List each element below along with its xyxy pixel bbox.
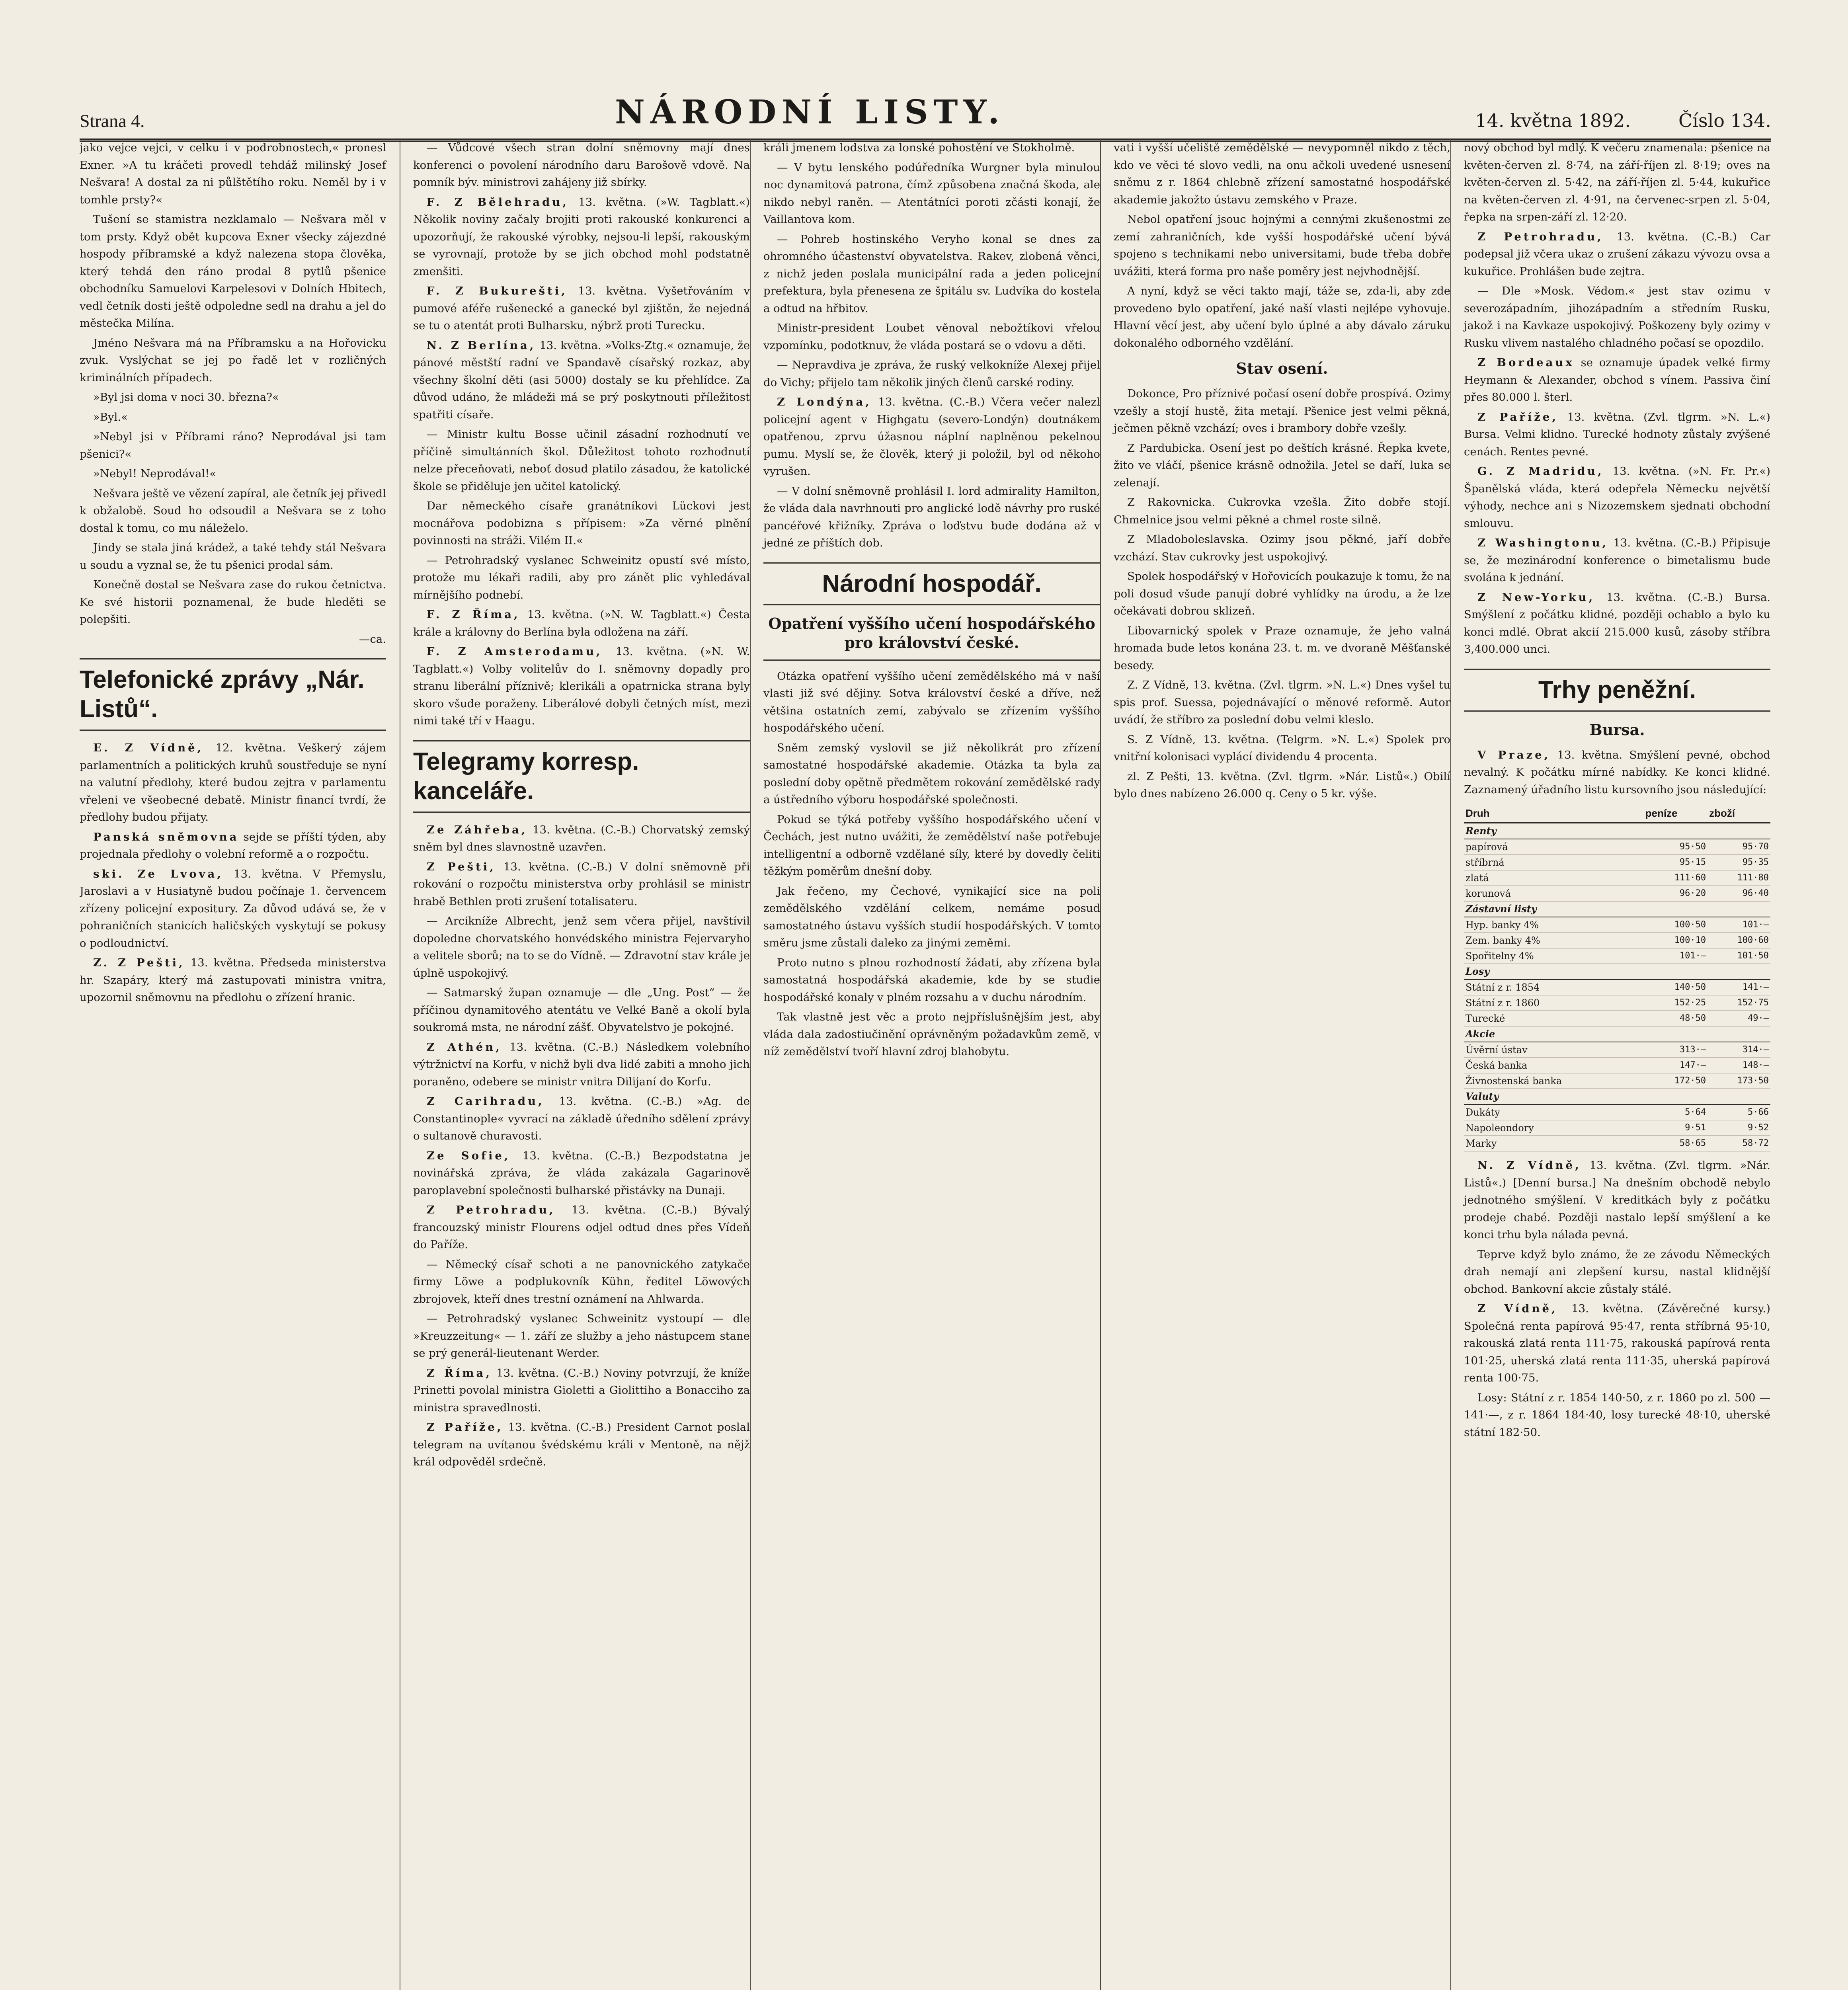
story-paragraph: Konečně dostal se Nešvara zase do rukou četnictva. Ke své historii poznamenal, že bude hleděti se polepšiti. <box>80 578 386 626</box>
telegram: králi jmenem lodstva za lonské pohostění ve Stokholmě. <box>763 141 1075 154</box>
table-row <box>1464 948 1770 964</box>
telegram: Ze Záhřeba, 13. května. (C.-B.) Chorvatský zemský sněm byl dnes slavnostně uzavřen. <box>413 823 750 853</box>
article-paragraph: Pokud se týká potřeby vyššího hospodářského učení v Čechách, jest nutno uvážiti, že zemědělství naše potřebuje intelligentní a odborně vzdělané síly, které by dovedly čeliti těžkým poměrům dnešní doby. <box>763 813 1100 878</box>
issue-info <box>1475 110 1771 131</box>
table-cell: 152·25 <box>1644 995 1707 1011</box>
table-section-row <box>1464 823 1770 839</box>
table-cell: Hyp. banky 4% <box>1464 917 1644 933</box>
table-cell: Marky <box>1464 1136 1644 1151</box>
table-row <box>1464 979 1770 995</box>
market-paragraph: Z New-Yorku, 13. května. (C.-B.) Bursa. Smýšlení z počátku klidné, později ochablo a bylo ku konci mdlé. Obrat akcií 215.000 kusů, zásoby stříbra 3,400.000 unci. <box>1464 591 1770 656</box>
article-paragraph: Proto nutno s plnou rozhodností žádati, aby zřízena byla samostatná hospodářská akademie, kde by se studie hospodářské konaly v plném rozsahu a v duchu národním. <box>763 956 1100 1004</box>
market-paragraph: Z Washingtonu, 13. května. (C.-B.) Připisuje se, že mezinárodní konference o bimetalismu bude svolána k jednání. <box>1464 537 1770 584</box>
table-cell: 101·50 <box>1707 948 1770 964</box>
table-section-label: Zástavní listy <box>1464 901 1770 917</box>
table-cell: 58·65 <box>1644 1136 1707 1151</box>
section-heading-money-markets: Trhy peněžní. <box>1464 669 1770 712</box>
market-paragraph: Z Vídně, 13. května. (Závěrečné kursy.) Společná renta papírová 95·47, renta stříbrná 95·10, rakouská zlatá renta 111·75, rakouská papírová renta 101·25, uherská zlatá renta 111·35, uherská papírová renta 100·75. <box>1464 1302 1770 1384</box>
table-section-row <box>1464 1089 1770 1105</box>
table-cell: Turecké <box>1464 1011 1644 1026</box>
table-cell: 9·52 <box>1707 1120 1770 1136</box>
issue-number: Číslo 134. <box>1678 110 1771 131</box>
table-cell: 111·60 <box>1644 870 1707 886</box>
table-cell: Spořitelny 4% <box>1464 948 1644 964</box>
telegram: — Německý císař schoti a ne panovnického zatykače firmy Löwe a podplukovník Kühn, ředitel Löwových zbrojovek, kteří dnes trestní oznámení na Ahlwarda. <box>413 1258 750 1305</box>
column-5 <box>1450 139 1770 1990</box>
table-row <box>1464 933 1770 948</box>
table-section-label: Losy <box>1464 964 1770 980</box>
dispatch: Dar německého císaře granátníkovi Lückovi jest mocnářova podobizna s přípisem: »Za věrné plnění povinnosti na stráži. Vilém II.« <box>413 499 750 547</box>
article-paragraph: Jak řečeno, my Čechové, vynikající sice na poli zemědělského vzdělání celkem, nemáme posud samostatného ústavu vyšších studií hospodářských. V tomto směru jsme zůstali daleko za jinými zeměmi. <box>763 884 1100 949</box>
story-paragraph: Jméno Nešvara má na Příbramsku a na Hořovicku zvuk. Vyslýchat se jej po řadě let v rozličných kriminálních případech. <box>80 336 386 384</box>
table-cell: 96·20 <box>1644 886 1707 901</box>
market-paragraph: Z Petrohradu, 13. května. (C.-B.) Car podepsal již včera ukaz o zrušení zákazu vývozu ovsa a kukuřice. Prohlášen bude zejtra. <box>1464 230 1770 278</box>
section-subheading-exchange: Bursa. <box>1589 720 1645 739</box>
table-cell: 58·72 <box>1707 1136 1770 1151</box>
table-cell: 95·50 <box>1644 839 1707 855</box>
table-cell: 140·50 <box>1644 979 1707 995</box>
article-paragraph: Sněm zemský vyslovil se již několikrát pro zřízení samostatné hospodářské akademie. Otázka ta byla za poslední doby opětně předmětem rokování zemědělské rady a ústředního výboru hospodářské společnosti. <box>763 741 1100 806</box>
table-header: peníze <box>1644 804 1707 823</box>
table-cell: Státní z r. 1854 <box>1464 979 1644 995</box>
telegram: — Pohreb hostinského Veryho konal se dnes za ohromného účastenství obyvatelstva. Rakev, zlobená věnci, z nichž jeden poslala municipální rada a jeden policejní prefektura, byla přenesena ze špitálu sv. Ludvíka do kostela a odtud na hřbitov. <box>763 232 1100 315</box>
table-row <box>1464 1136 1770 1151</box>
page-number: Strana 4. <box>80 111 145 131</box>
table-row <box>1464 917 1770 933</box>
report-paragraph: Z Mladoboleslavska. Ozimy jsou pěkné, jaří dobře vzchází. Stav cukrovky jest uspokojivý. <box>1114 533 1450 563</box>
telegram: — Nepravdiva je zpráva, že ruský velkokníže Alexej přijel do Vichy; přijelo tam několik jiných členů carské rodiny. <box>763 359 1100 389</box>
dispatch: — Petrohradský vyslanec Schweinitz opustí své místo, protože mu lékaři radili, aby pro zánět plic vyhledával mírnějšího podnebí. <box>413 554 750 601</box>
dispatch: — Vůdcové všech stran dolní sněmovny mají dnes konferenci o povolení národního daru Barošově vdově. Na pomník býv. ministrovi zahájeny již sbírky. <box>413 141 750 189</box>
market-paragraph: G. Z Madridu, 13. května. (»N. Fr. Pr.«) Španělská vláda, která odepřela Německu největší výhody, nechce ani s Nizozemskem sjednati obchodní smlouvu. <box>1464 465 1770 530</box>
market-paragraph: Losy: Státní z r. 1854 140·50, z r. 1860 po zl. 500 — 141·—, z r. 1864 184·40, losy turecké 48·10, uherské státní 182·50. <box>1464 1391 1770 1439</box>
table-cell: Zem. banky 4% <box>1464 933 1644 948</box>
table-cell: Napoleondory <box>1464 1120 1644 1136</box>
section-heading-telephone: Telefonické zprávy „Nár. Listů“. <box>80 658 386 731</box>
market-paragraph: Z Bordeaux se oznamuje úpadek velké firmy Heymann & Alexander, obchod s vínem. Passiva činí přes 80.000 l. šterl. <box>1464 356 1770 404</box>
report-paragraph: Z Pardubicka. Osení jest po deštích krásné. Řepka kvete, žito ve vláčí, pšenice krásně odnožila. Jetel se daří, luka se zelenají. <box>1114 441 1450 489</box>
table-cell: 9·51 <box>1644 1120 1707 1136</box>
table-header: Druh <box>1464 804 1644 823</box>
column-4 <box>1100 139 1463 1990</box>
table-cell: Živnostenská banka <box>1464 1073 1644 1089</box>
table-cell: 95·35 <box>1707 855 1770 870</box>
table-cell: 101·— <box>1707 917 1770 933</box>
telegram: Z Pešti, 13. května. (C.-B.) V dolní sněmovně při rokování o rozpočtu ministerstva orby prohlásil se ministr hrabě Bethlen proti zrušení totalisateru. <box>413 860 750 908</box>
telegram: Z Říma, 13. května. (C.-B.) Noviny potvrzují, že kníže Prinetti povolal ministra Gioletti a Giolittiho a Bonacciho za ministra spravedlnosti. <box>413 1366 750 1414</box>
telegram: Z Carihradu, 13. května. (C.-B.) »Ag. de Constantinople« vyvrací na základě úředního sdělení zprávy o sultanově churavosti. <box>413 1095 750 1142</box>
table-header: zboží <box>1707 804 1770 823</box>
column-2 <box>400 139 763 1990</box>
issue-date: 14. května 1892. <box>1475 110 1631 131</box>
dialog-line: »Byl.« <box>93 410 128 423</box>
table-row <box>1464 1120 1770 1136</box>
table-cell: 141·— <box>1707 979 1770 995</box>
section-subheading-crops: Stav osení. <box>1236 359 1328 377</box>
table-cell: 147·— <box>1644 1058 1707 1073</box>
table-cell: zlatá <box>1464 870 1644 886</box>
dispatch: Z. Z Pešti, 13. května. Předseda ministerstva hr. Szapáry, který má zastupovati ministra vnitra, upozornil sněmovnu na předlohu o zřízení hranic. <box>80 956 386 1004</box>
market-paragraph: Z Paříže, 13. května. (Zvl. tlgrm. »N. L.«) Bursa. Velmi klidno. Turecké hodnoty zůstaly zvýšené cenách. Rentes pevné. <box>1464 410 1770 458</box>
dispatch: ski. Ze Lvova, 13. května. V Přemyslu, Jaroslavi a v Husiatyně budou počínaje 1. červencem zřízeny policejní expositury. Za důvod udává se, že v pohraničních stanicích haličských vyskytují se pokusy o podloudnictví. <box>80 867 386 950</box>
table-row <box>1464 1058 1770 1073</box>
divider <box>763 659 1100 661</box>
table-cell: 152·75 <box>1707 995 1770 1011</box>
section-heading-economy: Národní hospodář. <box>763 562 1100 605</box>
telegram: — V dolní sněmovně prohlásil I. lord admirality Hamilton, že vláda dala navrhnouti pro anglické lodě návrhy pro ruské pancéřové křižníky. Zpráva o loďstvu bude dodána až v jedné ze příštích dob. <box>763 484 1100 549</box>
dispatch: — Ministr kultu Bosse učinil zásadní rozhodnutí ve příčině simultánních škol. Důležitost tohoto rozhodnutí nelze přeceňovati, neboť dosud platilo zásadou, že katolické škole se přiděluje jen učitel katolický. <box>413 428 750 493</box>
table-cell: Úvěrní ústav <box>1464 1042 1644 1058</box>
telegram: Z Petrohradu, 13. května. (C.-B.) Bývalý francouzský ministr Flourens odjel odtud dnes přes Vídeň do Paříže. <box>413 1204 750 1251</box>
table-row <box>1464 1042 1770 1058</box>
article-paragraph: Nebol opatření jsouc hojnými a cennými zkušenostmi ze zemí zahraničních, kde vyšší hospodářské učení bývá spojeno s technikami nebo universitami, bude třeba dobře uvážiti, která forma pro naše poměry jest nejvhodnější. <box>1114 213 1450 278</box>
dispatch: F. Z Říma, 13. května. (»N. W. Tagblatt.«) Česta krále a královny do Berlína byla odložena na září. <box>413 608 750 638</box>
table-row <box>1464 886 1770 901</box>
report-paragraph: Dokonce, Pro příznivé počasí osení dobře prospívá. Ozimy vzešly a stojí hustě, žita metají. Pšenice jest velmi pěkná, ječmen pěkně vzchází; oves i brambory dobře vzešly. <box>1114 387 1450 435</box>
telegram: Ze Sofie, 13. května. (C.-B.) Bezpodstatna je novinářská zpráva, že vláda zakázala Gagarinově paroplavební společnosti bulharské přistávky na Dunaji. <box>413 1149 750 1197</box>
article-paragraph: A nyní, když se věci takto mají, táže se, zda-li, aby zde provedeno bylo opatření, jaké naší vlasti nejlépe vyhovuje. Hlavní věcí jest, aby učení bylo úplné a aby dávalo záruku dokonalého odborného vzdělání. <box>1114 285 1450 349</box>
table-section-label: Renty <box>1464 823 1770 839</box>
column-1 <box>80 139 399 1990</box>
article-paragraph: vati i vyšší učeliště zemědělské — nevypomněl nikdo z těch, kdo ve věci té slovo vedli, na onu ačkoli uvedené usnesení sněmu z r. 1864 chlebně zřízení samostatné hospodářské akademie jakožto ústavu zemského v Praze. <box>1114 141 1450 206</box>
table-cell: 5·64 <box>1644 1104 1707 1120</box>
table-cell: stříbrná <box>1464 855 1644 870</box>
table-cell: 100·10 <box>1644 933 1707 948</box>
story-paragraph: Jindy se stala jiná krádež, a také tehdy stál Nešvara u soudu a vyznal se, že tu pšenici prodal sám. <box>80 541 386 572</box>
dialog-line: »Byl jsi doma v noci 30. března?« <box>93 391 279 404</box>
dispatch: Panská sněmovna sejde se příští týden, aby projednala předlohy o volební reformě a o rozpočtu. <box>80 830 386 860</box>
telegram: — V bytu lenského podúředníka Wurgner byla minulou noc dynamitová patrona, čímž způsobena značná škoda, ale nikdo nebyl raněn. — Atentátníci poroti zčásti konají, že Vaillantova kom. <box>763 161 1100 226</box>
table-cell: 173·50 <box>1707 1073 1770 1089</box>
table-row <box>1464 995 1770 1011</box>
telegram: — Arcikníže Albrecht, jenž sem včera přijel, navštívil dopoledne chorvatského honvédského ministra Fejervaryho a velitele sborů; na to se do Vídně. — Zdravotní stav krále je úplně uspokojivý. <box>413 915 750 979</box>
market-paragraph: V Praze, 13. května. Smýšlení pevné, obchod nevalný. K počátku mírné nabídky. Ke konci klidné. Zaznamený úřadního listu kursovního jsou následující: <box>1464 748 1770 796</box>
table-cell: 148·— <box>1707 1058 1770 1073</box>
story-paragraph: jako vejce vejci, v celku i v podrobnostech,« pronesl Exner. »A tu kráčeti provedl tehdáž milinský Josef Nešvara! A dostal za ni půlštětího roku. Neměl by i v tomhle prsty?« <box>80 141 386 206</box>
table-cell: papírová <box>1464 839 1644 855</box>
report-paragraph: Z. Z Vídně, 13. května. (Zvl. tlgrm. »N. L.«) Dnes vyšel tu spis prof. Suessa, pojednávající o měnové reformě. Autor uvádí, že stříbro za poslední dobu velmi kleslo. <box>1114 679 1450 726</box>
table-cell: 100·60 <box>1707 933 1770 948</box>
table-cell: 101·— <box>1644 948 1707 964</box>
table-cell: 95·70 <box>1707 839 1770 855</box>
telegram: Z Athén, 13. května. (C.-B.) Následkem volebního výtržnictví na Korfu, v nichž byli dva lidé zabiti a mnoho jich poraněno, odebere se ministr vnitra Dilijaní do Korfu. <box>413 1040 750 1088</box>
market-paragraph: — Dle »Mosk. Védom.« jest stav ozimu v severozápadním, jihozápadním a středním Rusku, jakož i na Kavkaze uspokojivý. Poškozeny byly ozimy v Rusku vlivem nastalého chladného počasí se opozdilo. <box>1464 285 1770 349</box>
article-paragraph: Tak vlastně jest věc a proto nejpříslušnějším jest, aby vláda dala zadostiučinění oprávněným požadavkům země, v níž zemědělství tvoří hlavní zdroj blahobytu. <box>763 1011 1100 1058</box>
market-paragraph: Teprve když bylo známo, že ze závodu Německých drah nemají ani zlepšení kursu, nastal klidnější obchod. Bankovní akcie zůstaly stálé. <box>1464 1248 1770 1295</box>
table-cell: Státní z r. 1860 <box>1464 995 1644 1011</box>
dispatch: F. Z Bukurešti, 13. května. Vyšetřováním v pumové aféře rušenecké a ganecké byl zjištěn, že nejedná se tu o atentát proti Bulharsku, nýbrž proti Turecku. <box>413 285 750 332</box>
table-row <box>1464 839 1770 855</box>
market-paragraph: nový obchod byl mdlý. K večeru znamenala: pšenice na květen-červen zl. 8·74, na září-říjen zl. 8·19; oves na květen-červen zl. 5·42, na září-říjen zl. 5·44, kukuřice na květen-červen zl. 4·91, na červenec-srpen zl. 5·04, řepka na srpen-září zl. 12·20. <box>1464 141 1770 223</box>
table-section-row <box>1464 1026 1770 1042</box>
table-section-row <box>1464 901 1770 917</box>
table-cell: 48·50 <box>1644 1011 1707 1026</box>
section-heading-telegrams: Telegramy korresp. kanceláře. <box>413 740 750 813</box>
table-cell: 96·40 <box>1707 886 1770 901</box>
report-paragraph: Libovarnický spolek v Praze oznamuje, že jeho valná hromada bude letos konána 23. t. m. ve dvoraně Měšťanské besedy. <box>1114 624 1450 672</box>
table-header-row <box>1464 804 1770 823</box>
table-section-row <box>1464 964 1770 980</box>
telegram: — Petrohradský vyslanec Schweinitz vystoupí — dle »Kreuzzeitung« — 1. září ze služby a jeho nástupcem stane se prý generál-lieutenant Werder. <box>413 1312 750 1360</box>
table-section-label: Valuty <box>1464 1089 1770 1105</box>
telegram: Ministr-president Loubet věnoval nebožtíkovi vřelou vzpomínku, podotknuv, že vláda postará se o vdovu a děti. <box>763 322 1100 352</box>
telegram: — Satmarský župan oznamuje — dle „Ung. Post“ — že příčinou dynamitového atentátu ve Velké Baně a okolí byla soukromá msta, ne národní zášť. Obyvatelstvo je pokojné. <box>413 986 750 1034</box>
table-cell: 49·— <box>1707 1011 1770 1026</box>
table-cell: 314·— <box>1707 1042 1770 1058</box>
masthead <box>80 84 1771 142</box>
story-paragraph: Nešvara ještě ve vězení zapíral, ale četník jej přivedl k obžalobě. Soud ho odsoudil a Nešvara se z toho dostal k tomu, co mu náleželo. <box>80 487 386 535</box>
table-row <box>1464 1011 1770 1026</box>
table-cell: 95·15 <box>1644 855 1707 870</box>
table-cell: korunová <box>1464 886 1644 901</box>
market-paragraph: N. Z Vídně, 13. května. (Zvl. tlgrm. »Nár. Listů«.) [Denní bursa.] Na dnešním obchodě nebylo jednotného smýšlení. V kreditkách byly z počátku prodeje chabé. Později nastalo lepší smýšlení a ke konci trhu byla nálada pevná. <box>1464 1159 1770 1241</box>
table-cell: 111·80 <box>1707 870 1770 886</box>
table-row <box>1464 855 1770 870</box>
table-cell: Dukáty <box>1464 1104 1644 1120</box>
story-paragraph: Tušení se stamistra nezklamalo — Nešvara měl v tom prsty. Když obět kupcova Exner všecky zájezdné hospody příbramské a když nalezena stopa člověka, který tehdá den ráno prodal 8 pytlů pšenice obchodníku Samuelovi Karpelesovi v Dolních Hbitech, vedl četník dosti ještě odpoledne sedl na drahu a jel do městečka Milína. <box>80 213 386 330</box>
table-cell: 5·66 <box>1707 1104 1770 1120</box>
table-row <box>1464 1104 1770 1120</box>
dispatch: F. Z Bělehradu, 13. května. (»W. Tagblatt.«) Několik noviny začaly brojiti proti rakouské konkurenci a upozorňují, že rakouské výrobky, nejsou-li lepší, rakouským se vyrovnají, protože by se jich obchod mohl podstatně zmenšiti. <box>413 195 750 278</box>
article-paragraph: Otázka opatření vyššího učení zemědělského má v naší vlasti již své dějiny. Sotva království české a dříve, než většina ostatních zemí, zabývalo se zřízením vyššího hospodářského učení. <box>763 669 1100 734</box>
table-cell: Česká banka <box>1464 1058 1644 1073</box>
newspaper-title: NÁRODNÍ LISTY. <box>615 93 1005 131</box>
table-cell: 172·50 <box>1644 1073 1707 1089</box>
dialog-line: »Nebyl! Neprodával!« <box>93 467 217 480</box>
report-paragraph: Z Rakovnicka. Cukrovka vzešla. Žito dobře stojí. Chmelnice jsou velmi pěkné a chmel roste silně. <box>1114 496 1450 526</box>
dispatch: F. Z Amsterodamu, 13. května. (»N. W. Tagblatt.«) Volby volitelův do I. sněmovny dopadly pro stranu liberální příznivě; klerikáli a opatrnicka strana byly skoro všude poraženy. Liberálové dobyli četných míst, mezi nimi také tří v Haagu. <box>413 645 750 727</box>
exchange-table <box>1464 804 1770 1151</box>
dialog-line: »Nebyl jsi v Příbrami ráno? Neprodával jsi tam pšenici?« <box>80 430 386 460</box>
report-paragraph: zl. Z Pešti, 13. května. (Zvl. tlgrm. »Nár. Listů«.) Obilí bylo dnes nabízeno 26.000 q. Ceny o 5 kr. výše. <box>1114 770 1450 800</box>
column-3 <box>750 139 1113 1990</box>
table-section-label: Akcie <box>1464 1026 1770 1042</box>
telegram: Z Londýna, 13. května. (C.-B.) Včera večer nalezl policejní agent v Highgatu (severo-Londýn) doutnákem opatřenou, zprvu úžasnou náplní naplněnou pekelnou pumu. Myslí se, že člověk, který ji položil, byl od někoho vyrušen. <box>763 396 1100 478</box>
table-cell: 100·50 <box>1644 917 1707 933</box>
report-paragraph: Spolek hospodářský v Hořovicích poukazuje k tomu, že na poli dosud všude panují dobré vyhlídky na úrodu, a že lze očekávati dobrou sklizeň. <box>1114 570 1450 617</box>
report-paragraph: S. Z Vídně, 13. května. (Telgrm. »N. L.«) Spolek pro vnitřní kolonisaci vyplácí dividendu 4 procenta. <box>1114 733 1450 763</box>
table-row <box>1464 1073 1770 1089</box>
story-signature: —ca. <box>359 632 386 646</box>
telegram: Z Paříže, 13. května. (C.-B.) President Carnot poslal telegram na uvítanou švédskému králi v Mentoně, na nějž král odpověděl srdečně. <box>413 1421 750 1468</box>
table-cell: 313·— <box>1644 1042 1707 1058</box>
dispatch: N. Z Berlína, 13. května. »Volks-Ztg.« oznamuje, že pánové městští radní ve Spandavě císařský rozkaz, aby všechny školní děti (asi 5000) dostaly se ku přehlídce. Za důvod udáno, že mládeži má se prý poskytnouti příležitost spatřiti císaře. <box>413 339 750 421</box>
dispatch: E. Z Vídně, 12. května. Veškerý zájem parlamentních a politických kruhů soustředuje se nyní na valutní předlohy, které budou zejtra v parlamentu vřeleni ve všeobecné debatě. Ministr financí tvrdí, že předlohy budou přijaty. <box>80 741 386 823</box>
article-title: Opatření vyššího učení hospodářského pro království české. <box>768 614 1095 652</box>
table-row <box>1464 870 1770 886</box>
